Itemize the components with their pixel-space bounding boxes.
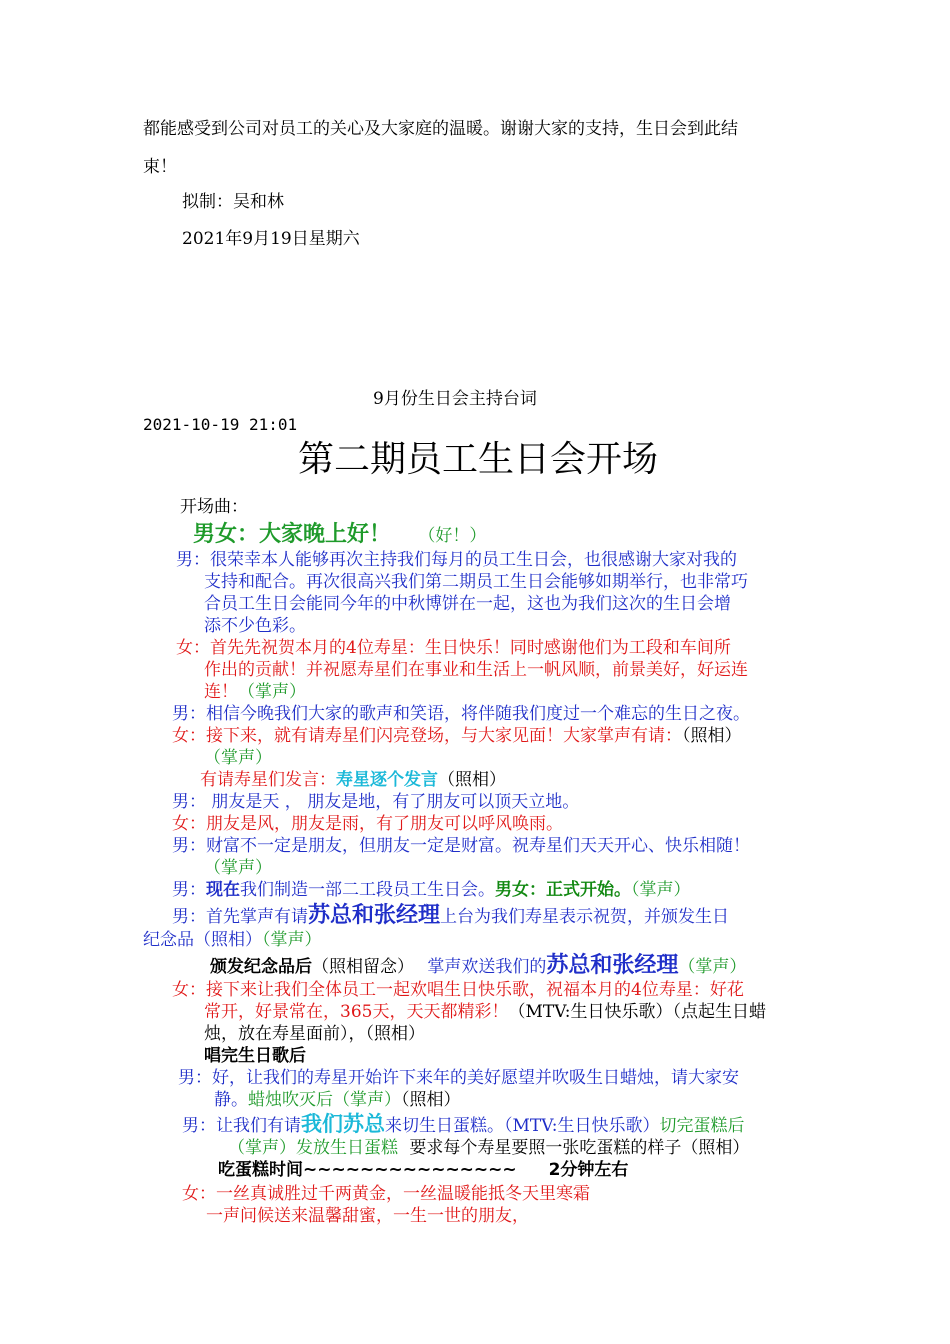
closing-text-line-1: 都能感受到公司对员工的关心及大家庭的温暖。谢谢大家的支持，生日会到此结	[143, 119, 738, 139]
greeting-line	[193, 521, 486, 550]
greeting-main: 男女：大家晚上好！	[193, 522, 392, 547]
script-line	[204, 681, 306, 703]
applause-cue: （掌声）	[262, 930, 322, 950]
applause-cue: （掌声）	[631, 880, 691, 900]
script-text: 常开，好景常在，365天，天天都精彩！	[204, 1002, 509, 1022]
duration-cue: 2分钟左右	[548, 1160, 629, 1180]
photo-cue: （照相）	[682, 726, 742, 746]
script-line	[218, 1159, 628, 1181]
script-line	[172, 879, 691, 901]
photo-cue: （照相）	[401, 1090, 461, 1110]
stage-cue: （掌声）发放生日蛋糕	[228, 1138, 398, 1158]
script-text: 我们制造一部二工段员工生日会。	[240, 880, 495, 900]
script-text: 上台为我们寿星表示祝贺，并颁发生日	[440, 907, 730, 927]
applause-cue: （掌声）	[204, 858, 272, 878]
applause-cue: 蜡烛吹灭后（掌声）	[248, 1090, 401, 1110]
script-text: 掌声欢送我们的	[427, 957, 547, 977]
photo-cue: （照相）	[438, 770, 506, 790]
emphasis-text: 现在	[206, 880, 240, 900]
music-cue: （MTV:生日快乐歌）（点起生日蜡	[508, 1002, 766, 1022]
opening-label: 开场曲：	[180, 497, 248, 517]
script-text: 男：首先掌声有请	[172, 907, 308, 927]
script-line	[200, 769, 506, 791]
script-line	[210, 953, 746, 980]
applause-cue: （掌声）	[204, 748, 272, 768]
script-line: 一声问候送来温馨甜蜜，一生一世的朋友，	[206, 1206, 529, 1226]
stage-cue: 颁发纪念品后	[210, 957, 312, 977]
script-text: 纪念品（照相）	[143, 930, 262, 950]
emphasis-text: 男女：正式开始。	[495, 880, 631, 900]
stage-cue: 切完蛋糕后	[659, 1116, 745, 1136]
script-text: 静。	[214, 1090, 248, 1110]
document-heading: 9月份生日会主持台词	[373, 389, 537, 409]
script-line: 男： 朋友是天 ， 朋友是地，有了朋友可以顶天立地。	[172, 792, 580, 812]
stage-cue: 吃蛋糕时间~~~~~~~~~~~~~~~	[218, 1160, 517, 1180]
script-text: 连！	[204, 682, 238, 702]
script-line: 男：很荣幸本人能够再次主持我们每月的员工生日会，也很感谢大家对我的	[176, 550, 737, 570]
script-line: 合员工生日会能同今年的中秋博饼在一起，这也为我们这次的生日会增	[204, 594, 731, 614]
script-line	[172, 903, 729, 930]
photo-cue: 要求每个寿星要照一张吃蛋糕的样子（照相）	[409, 1138, 750, 1158]
page-title: 第二期员工生日会开场	[298, 439, 659, 480]
script-line: 男：财富不一定是朋友，但朋友一定是财富。祝寿星们天天开心、快乐相随！	[172, 836, 750, 856]
emphasis-name: 苏总和张经理	[546, 953, 679, 978]
emphasis-name: 我们苏总	[301, 1112, 385, 1136]
emphasis-name: 苏总和张经理	[308, 903, 441, 928]
script-line: 男：相信今晚我们大家的歌声和笑语，将伴随我们度过一个难忘的生日之夜。	[172, 704, 750, 724]
script-text: 来切生日蛋糕。（MTV:生日快乐歌）	[385, 1116, 660, 1136]
script-text: 有请寿星们发言：	[200, 770, 336, 790]
script-line: 作出的贡献！并祝愿寿星们在事业和生活上一帆风顺，前景美好，好运连	[204, 660, 748, 680]
script-line: 女：朋友是风，朋友是雨，有了朋友可以呼风唤雨。	[172, 814, 563, 834]
script-line	[228, 1137, 749, 1159]
timestamp: 2021-10-19 21:01	[143, 415, 298, 434]
script-line: 女：一丝真诚胜过千两黄金，一丝温暖能抵冬天里寒霜	[182, 1184, 590, 1204]
script-text: 女：接下来，就有请寿星们闪亮登场，与大家见面！大家掌声有请：	[172, 726, 682, 746]
photo-cue: （照相留念）	[312, 957, 414, 977]
greeting-reply: （好！）	[418, 526, 487, 546]
script-line	[204, 1001, 766, 1023]
speech-cue: 寿星逐个发言	[336, 770, 438, 790]
script-line: 烛，放在寿星面前），（照相）	[204, 1024, 425, 1044]
date-line: 2021年9月19日星期六	[182, 229, 360, 249]
applause-cue: （掌声）	[238, 682, 306, 702]
script-line: 女：接下来让我们全体员工一起欢唱生日快乐歌，祝福本月的4位寿星：好花	[172, 980, 744, 1000]
script-line	[182, 1111, 745, 1139]
author-line: 拟制：吴和林	[182, 192, 284, 212]
script-text: 男：	[172, 880, 206, 900]
script-line: 男：好，让我们的寿星开始许下来年的美好愿望并吹吸生日蜡烛，请大家安	[178, 1068, 739, 1088]
script-line	[172, 725, 742, 747]
script-text: 男：让我们有请	[182, 1116, 301, 1136]
script-line: 女：首先先祝贺本月的4位寿星：生日快乐！同时感谢他们为工段和车间所	[176, 638, 731, 658]
stage-cue: 唱完生日歌后	[204, 1046, 306, 1066]
closing-text-line-2: 束！	[143, 157, 177, 177]
script-line	[214, 1089, 461, 1111]
script-line	[143, 929, 322, 951]
script-line: 支持和配合。再次很高兴我们第二期员工生日会能够如期举行，也非常巧	[204, 572, 748, 592]
applause-cue: （掌声）	[678, 957, 747, 977]
script-line: 添不少色彩。	[204, 616, 306, 636]
